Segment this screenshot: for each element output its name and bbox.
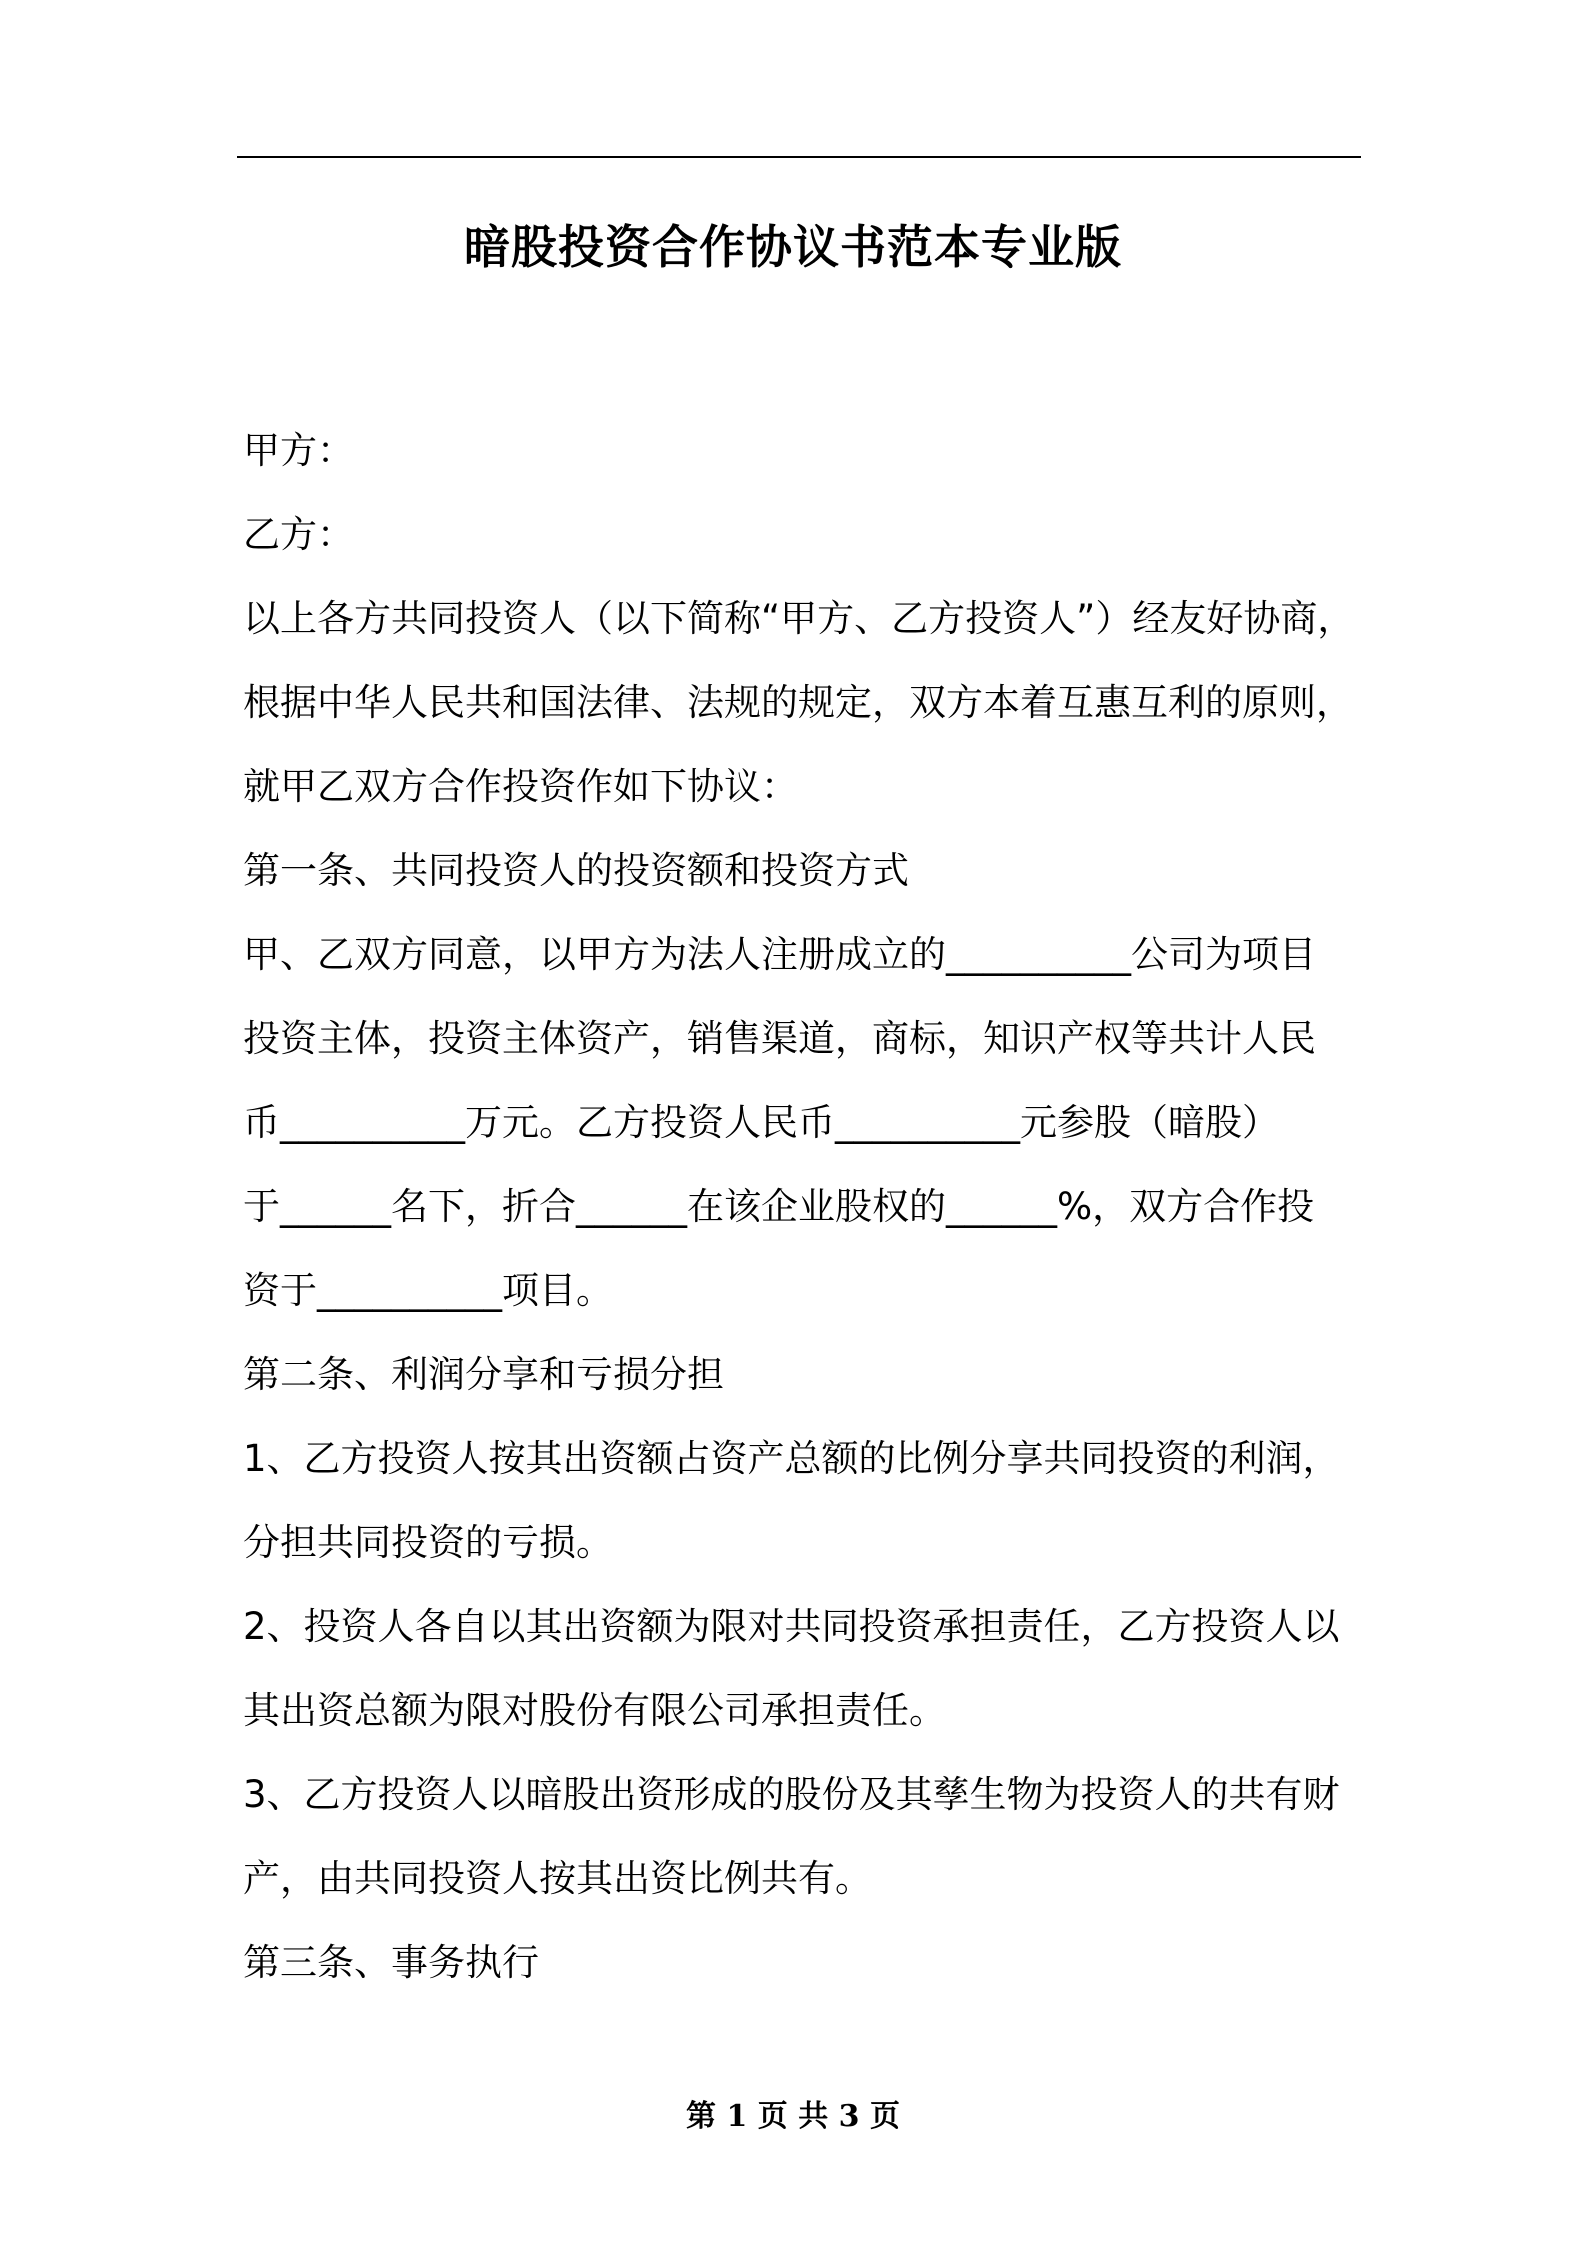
body-line: 币__________万元。乙方投资人民币__________元参股（暗股） xyxy=(243,1101,1279,1144)
body-line: 于______名下，折合______在该企业股权的______%，双方合作投 xyxy=(243,1185,1315,1228)
document-body xyxy=(243,409,1363,2005)
body-line: 1、乙方投资人按其出资额占资产总额的比例分享共同投资的利润， xyxy=(243,1437,1340,1480)
article-3-heading: 第三条、事务执行 xyxy=(243,1941,539,1984)
page-indicator: 第 1 页 共 3 页 xyxy=(686,2099,900,2134)
document-title: 暗股投资合作协议书范本专业版 xyxy=(464,220,1122,274)
body-line: 分担共同投资的亏损。 xyxy=(243,1521,613,1564)
body-line: 其出资总额为限对股份有限公司承担责任。 xyxy=(243,1689,946,1732)
body-line: 3、乙方投资人以暗股出资形成的股份及其孳生物为投资人的共有财 xyxy=(243,1773,1340,1816)
body-line: 以上各方共同投资人（以下简称“甲方、乙方投资人”）经友好协商， xyxy=(243,597,1355,640)
party-b-line: 乙方： xyxy=(243,513,354,556)
article-1-heading: 第一条、共同投资人的投资额和投资方式 xyxy=(243,849,909,892)
body-line: 根据中华人民共和国法律、法规的规定，双方本着互惠互利的原则， xyxy=(243,681,1353,724)
body-line: 资于__________项目。 xyxy=(243,1269,613,1312)
body-line: 2、投资人各自以其出资额为限对共同投资承担责任，乙方投资人以 xyxy=(243,1605,1340,1648)
party-a-line: 甲方： xyxy=(243,429,354,472)
body-line: 就甲乙双方合作投资作如下协议： xyxy=(243,765,798,808)
body-line: 甲、乙双方同意，以甲方为法人注册成立的__________公司为项目 xyxy=(243,933,1316,976)
body-line: 产，由共同投资人按其出资比例共有。 xyxy=(243,1857,872,1900)
article-2-heading: 第二条、利润分享和亏损分担 xyxy=(243,1353,724,1396)
header-rule xyxy=(237,156,1361,158)
body-line: 投资主体，投资主体资产，销售渠道，商标，知识产权等共计人民 xyxy=(243,1017,1316,1060)
